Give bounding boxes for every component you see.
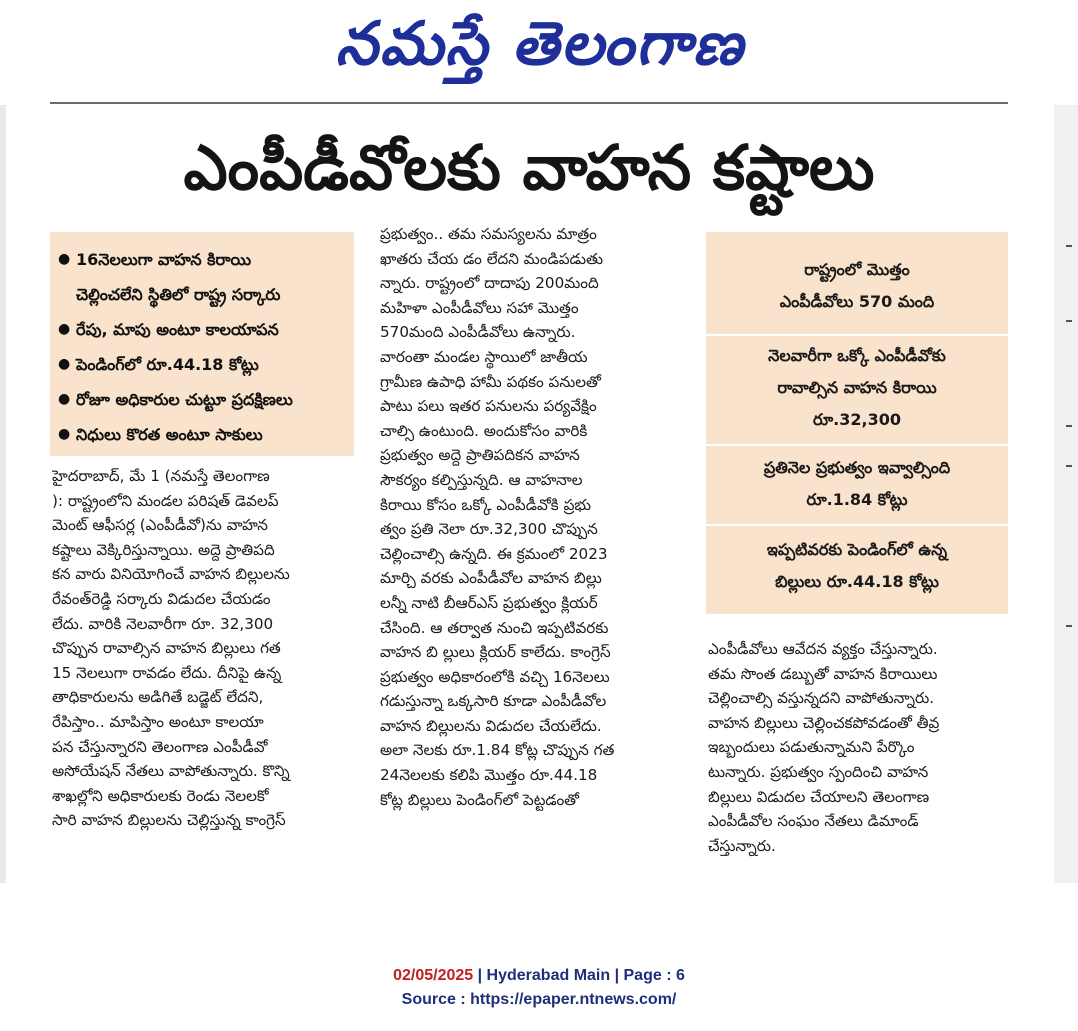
text-line: ఎంపీడీవోలు ఆవేదన వ్యక్తం చేస్తున్నారు. [708,640,938,658]
text-line: చేస్తున్నారు. [708,836,776,855]
stats-sidebar [706,232,1008,614]
text-line: వాహన బిల్లులను విడుదల చేయలేదు. [380,716,602,735]
highlight-item: ● రోజూ అధికారుల చుట్టూ ప్రదక్షిణలు [58,382,348,417]
text-line: కన వారు వినియోగించే వాహన బిల్లులను [52,565,290,584]
text-line: గడుస్తున్నా ఒక్కసారి కూడా ఎంపీడీవోల [380,692,607,711]
text-line: త్వం ప్రతి నెలా రూ.32,300 చొప్పున [380,520,598,539]
text-line: బిల్లులు విడుదల చేయాలని తెలంగాణ [708,787,930,806]
text-line: సౌకర్యం కల్పిస్తున్నది. ఆ వాహనాల [380,470,583,489]
text-line: వాహన బి ల్లులు క్లియర్ కాలేదు. కాంగ్రెస్ [380,643,611,662]
text-line: పన చేస్తున్నారని తెలంగాణ ఎంపీడీవో [52,737,268,756]
highlight-item: ● రేపు, మాపు అంటూ కాలయాపన [58,312,348,347]
text-line: చాల్సి ఉంటుంది. అందుకోసం వారికి [380,421,588,440]
text-line: టున్నారు. ప్రభుత్వం స్పందించి వాహన [708,762,929,781]
text-line: లేదు. వారికి నెలవారీగా రూ. 32,300 [52,614,274,633]
text-line: 570మంది ఎంపీడీవోలు ఉన్నారు. [380,323,576,342]
text-line: చెల్లించాల్సి ఉన్నది. ఈ క్రమంలో 2023 [380,544,608,563]
text-line: కష్టాలు వెక్కిరిస్తున్నాయి. అద్దె ప్రాతిపది [52,540,275,559]
text-line: ప్రభుత్వం.. తమ సమస్యలను మాత్రం [380,225,597,243]
text-line: చెల్లించాల్సి వస్తున్నదని వాపోతున్నారు. [708,689,935,708]
text-line: కిరాయి కోసం ఒక్కో ఎంపీడీవోకి ప్రభు [380,495,592,514]
edition-date: 02/05/2025 [393,967,474,984]
newspaper-masthead: నమస్తే తెలంగాణ [335,9,745,79]
text-line: ఎంపీడీవోల సంఘం నేతలు డిమాండ్ [708,812,919,831]
page-edge-right [1054,105,1078,883]
text-line: రేవంత్‌రెడ్డి సర్కారు విడుదల చేయడం [52,589,271,608]
text-line: ప్రభుత్వం అధికారంలోకి వచ్చి 16నెలలు [380,667,610,686]
sidebar-divider [706,334,1008,336]
highlight-item: ● పెండింగ్‌లో రూ.44.18 కోట్లు [58,347,348,382]
text-line: ): రాష్ట్రంలోని మండల పరిషత్ డెవలప్ [52,491,279,510]
highlight-item: ● 16నెలలుగా వాహన కిరాయి [58,242,348,277]
text-line: 15 నెలలుగా రావడం లేదు. దీనిపై ఉన్న [52,663,282,682]
stat-monthly-rent: నెలవారీగా ఒక్కో ఎంపీడీవోకు రావాల్సిన వాహన కిరాయి రూ.32,300 [768,346,946,429]
edition-page: | Hyderabad Main | Page : 6 [473,967,685,984]
epaper-footer [0,964,1078,1012]
bullet-icon: ● [58,251,71,267]
text-line: లన్నీ నాటి బీఆర్‌ఎస్ ప్రభుత్వం క్లియర్ [380,593,598,612]
stat-total-mpdos: రాష్ట్రంలో మొత్తం ఎంపీడీవోలు 570 మంది [779,260,935,311]
masthead-divider [50,102,1008,104]
text-line: చేసింది. ఆ తర్వాత నుంచి ఇప్పటివరకు [380,618,609,637]
text-line: హైదరాబాద్, మే 1 (నమస్తే తెలంగాణ [52,467,270,485]
highlights-box [50,232,354,456]
article-column-3 [708,637,1010,858]
text-line: మహిళా ఎంపీడీవోలు సహా మొత్తం [380,298,579,317]
sidebar-divider [706,444,1008,446]
bullet-icon: ● [58,356,71,372]
text-line: మెంట్ ఆఫీసర్ల (ఎంపీడీవో)ను వాహన [52,516,268,535]
article-headline: ఎంపీడీవోలకు వాహన కష్టాలు [183,131,875,204]
text-line: సారి వాహన బిల్లులను చెల్లిస్తున్న కాంగ్రెస్ [52,811,286,830]
text-line: అలా నెలకు రూ.1.84 కోట్ల చొప్పున గత [380,741,615,760]
text-line: ఇబ్బందులు పడుతున్నామని పేర్కొం [708,738,915,757]
text-line: 24నెలలకు కలిపి మొత్తం రూ.44.18 [380,766,598,785]
text-line: చొప్పున రావాల్సిన వాహన బిల్లులు గత [52,639,281,658]
bullet-icon: ● [58,321,71,337]
highlight-item-continued: చెల్లించలేని స్థితిలో రాష్ట్ర సర్కారు [76,285,281,304]
text-line: శాఖల్లోని అధికారులకు రెండు నెలలకో [52,786,269,805]
text-line: పాటు పలు ఇతర పనులను పర్యవేక్షిం [380,397,597,416]
text-line: వారంతా మండల స్థాయిలో జాతీయ [380,347,588,366]
article-column-2 [380,222,680,812]
highlight-item: ● నిధులు కొరత అంటూ సాకులు [58,417,348,452]
footer-edition-line [0,964,1078,988]
page-edge-left [0,105,6,883]
source-link[interactable]: Source : https://epaper.ntnews.com/ [401,991,677,1008]
text-line: మార్చి వరకు ఎంపీడీవోల వాహన బిల్లు [380,569,602,588]
text-line: ప్రభుత్వం అద్దె ప్రాతిపదికన వాహన [380,446,580,465]
text-line: వాహన బిల్లులు చెల్లించకపోవడంతో తీవ్ర [708,713,940,732]
bullet-icon: ● [58,391,71,407]
text-line: గ్రామీణ ఉపాధి హామీ పథకం పనులతో [380,372,601,391]
stat-monthly-govt: ప్రతినెల ప్రభుత్వం ఇవ్వాల్సింది రూ.1.84 కోట్లు [763,458,951,509]
text-line: ఖాతరు చేయ డం లేదని మండిపడుతు [380,249,604,268]
text-line: అసోయేషన్ నేతలు వాపోతున్నారు. కొన్ని [52,762,290,781]
text-line: రేపిస్తాం.. మాపిస్తాం అంటూ కాలయా [52,712,264,731]
text-line: న్నారు. రాష్ట్రంలో దాదాపు 200మంది [380,274,599,293]
text-line: కోట్ల బిల్లులు పెండింగ్‌లో పెట్టడంతో [380,790,579,809]
sidebar-divider [706,524,1008,526]
bullet-icon: ● [58,426,71,442]
text-line: తమ సొంత డబ్బుతో వాహన కిరాయిలు [708,664,938,683]
stat-pending-bills: ఇప్పటివరకు పెండింగ్‌లో ఉన్న బిల్లులు రూ.44.18 కోట్లు [766,540,948,591]
article-column-1 [52,464,354,833]
text-line: తాధికారులను అడిగితే బడ్జెట్ లేదని, [52,688,264,707]
